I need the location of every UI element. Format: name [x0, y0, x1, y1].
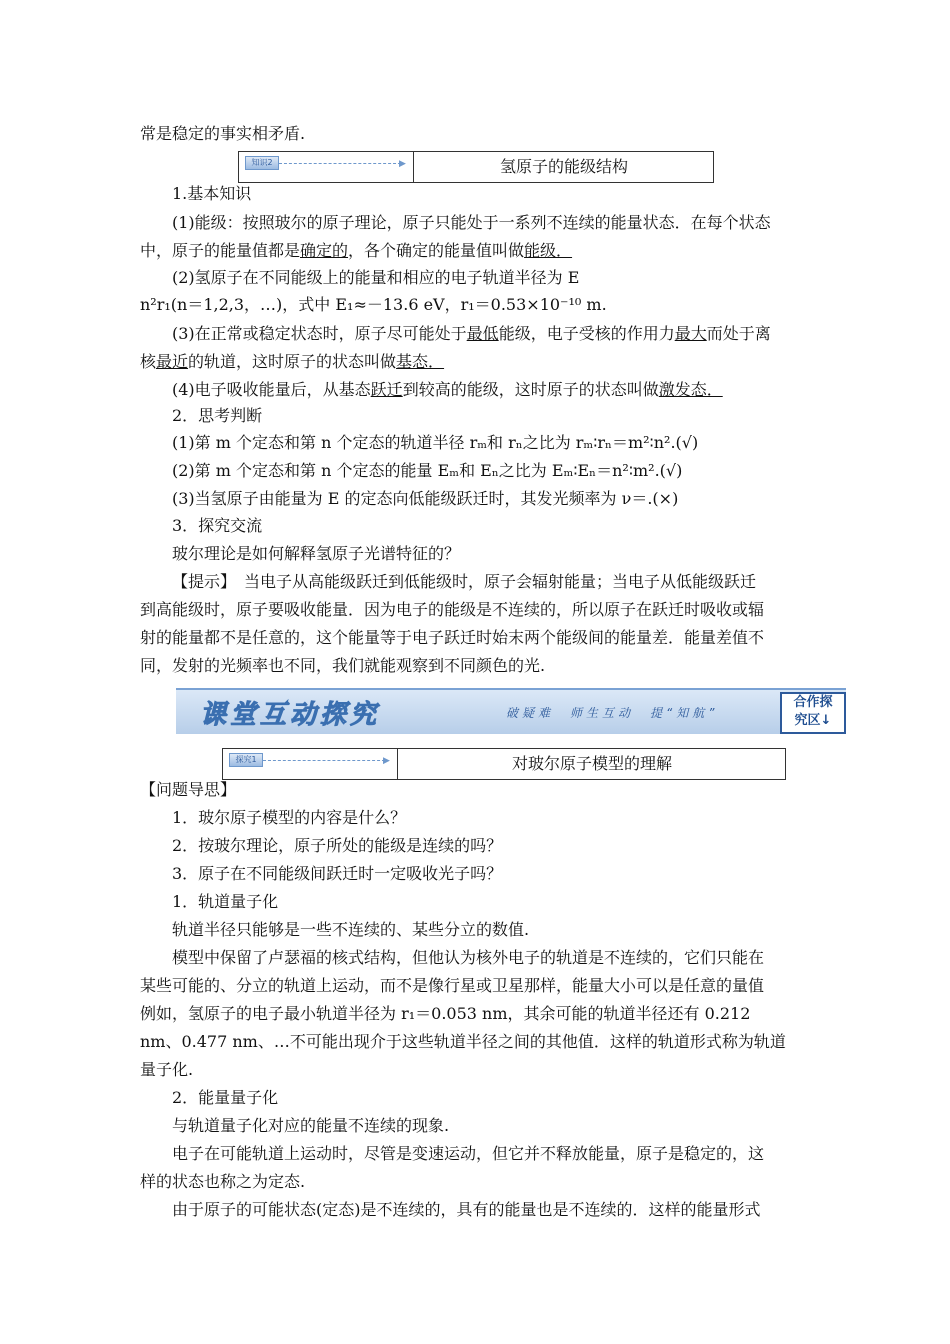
section-header-knowledge-2 — [238, 151, 714, 183]
p4-line: (4)电子吸收能量后，从基态跃迁到较高的能级，这时原子的状态叫做激发态． — [172, 380, 723, 399]
p3-line1: (3)在正常或稳定状态时，原子尽可能处于最低能级，电子受核的作用力最大而处于离 — [172, 324, 771, 343]
section-tag — [223, 749, 398, 779]
orbit-line-3: 例如，氢原子的电子最小轨道半径为 r₁＝0.053 nm，其余可能的轨道半径还有 0.212 — [140, 1004, 751, 1023]
p1-line2: 中，原子的能量值都是确定的，各个确定的能量值叫做能级． — [140, 241, 573, 260]
heading-think: 2．思考判断 — [172, 406, 263, 425]
judge-item-3: (3)当氢原子由能量为 E 的定态向低能级跃迁时，其发光频率为 ν＝.(×) — [172, 489, 679, 508]
energy-definition: 与轨道量子化对应的能量不连续的现象. — [172, 1116, 450, 1135]
question: 玻尔理论是如何解释氢原子光谱特征的？ — [172, 544, 461, 563]
orbit-definition: 轨道半径只能够是一些不连续的、某些分立的数值. — [172, 920, 530, 939]
section-tag — [239, 152, 414, 182]
orbit-line-1: 模型中保留了卢瑟福的核式结构，但他认为核外电子的轨道是不连续的，它们只能在 — [172, 948, 765, 967]
heading-energy: 2．能量量子化 — [172, 1088, 279, 1107]
section-title: 对玻尔原子模型的理解 — [511, 754, 672, 773]
guide-item-1: 1．玻尔原子模型的内容是什么？ — [172, 808, 407, 827]
arrow-line-icon — [263, 760, 385, 761]
guide-item-2: 2．按玻尔理论，原子所处的能级是连续的吗？ — [172, 836, 503, 855]
arrow-line-icon — [279, 163, 401, 164]
arrow-right-icon: ▶ — [383, 756, 390, 766]
class-interaction-banner — [176, 688, 846, 734]
heading-explore: 3．探究交流 — [172, 516, 263, 535]
judge-item-1: (1)第 m 个定态和第 n 个定态的轨道半径 rₘ和 rₙ之比为 rₘ∶rₙ＝m²∶n².(√) — [172, 433, 699, 452]
p1-line1: (1)能级：按照玻尔的原子理论，原子只能处于一系列不连续的能量状态．在每个状态 — [172, 213, 771, 232]
banner-title: 课堂互动探究 — [200, 700, 381, 730]
p2-line2: n²r₁(n＝1,2,3，…)，式中 E₁≈－13.6 eV，r₁＝0.53×10⁻¹⁰ m. — [140, 295, 607, 314]
section-header-explore-1 — [222, 748, 786, 780]
hint-line-1: 【提示】 当电子从高能级跃迁到低能级时，原子会辐射能量；当电子从低能级跃迁 — [172, 572, 757, 591]
heading-guide: 【问题导思】 — [140, 780, 237, 799]
energy-line-1: 电子在可能轨道上运动时，尽管是变速运动，但它并不释放能量，原子是稳定的，这 — [172, 1144, 765, 1163]
intro-line: 常是稳定的事实相矛盾. — [140, 124, 306, 143]
tag-label: 知识2 — [245, 156, 279, 170]
banner-badge: 合作探 究区↓ — [780, 692, 846, 734]
hint-line-4: 同，发射的光频率也不同，我们就能观察到不同颜色的光. — [140, 656, 546, 675]
orbit-line-2: 某些可能的、分立的轨道上运动，而不是像行星或卫星那样，能量大小可以是任意的量值 — [140, 976, 765, 995]
guide-item-3: 3．原子在不同能级间跃迁时一定吸收光子吗？ — [172, 864, 503, 883]
judge-item-2: (2)第 m 个定态和第 n 个定态的能量 Eₘ和 Eₙ之比为 Eₘ∶Eₙ＝n²∶m².(√) — [172, 461, 683, 480]
hint-line-2: 到高能级时，原子要吸收能量．因为电子的能级是不连续的，所以原子在跃迁时吸收或辐 — [140, 600, 765, 619]
hint-line-3: 射的能量都不是任意的，这个能量等于电子跃迁时始末两个能级间的能量差．能量差值不 — [140, 628, 765, 647]
p2-line1: (2)氢原子在不同能级上的能量和相应的电子轨道半径为 E — [172, 268, 580, 287]
section-title: 氢原子的能级结构 — [499, 157, 628, 176]
tag-label: 探究1 — [229, 753, 263, 767]
orbit-line-4: nm、0.477 nm、…不可能出现介于这些轨道半径之间的其他值．这样的轨道形式称为轨道 — [140, 1032, 786, 1051]
energy-line-3: 由于原子的可能状态(定态)是不连续的，具有的能量也是不连续的．这样的能量形式 — [172, 1200, 761, 1219]
p3-line2: 核最近的轨道，这时原子的状态叫做基态． — [140, 352, 445, 371]
heading-basic: 1.基本知识 — [172, 184, 252, 203]
arrow-right-icon: ▶ — [399, 159, 406, 169]
heading-orbit: 1．轨道量子化 — [172, 892, 279, 911]
banner-subtitle: 破疑难 师生互动 提“知航” — [506, 706, 719, 720]
orbit-line-5: 量子化. — [140, 1060, 194, 1079]
energy-line-2: 样的状态也称之为定态. — [140, 1172, 306, 1191]
